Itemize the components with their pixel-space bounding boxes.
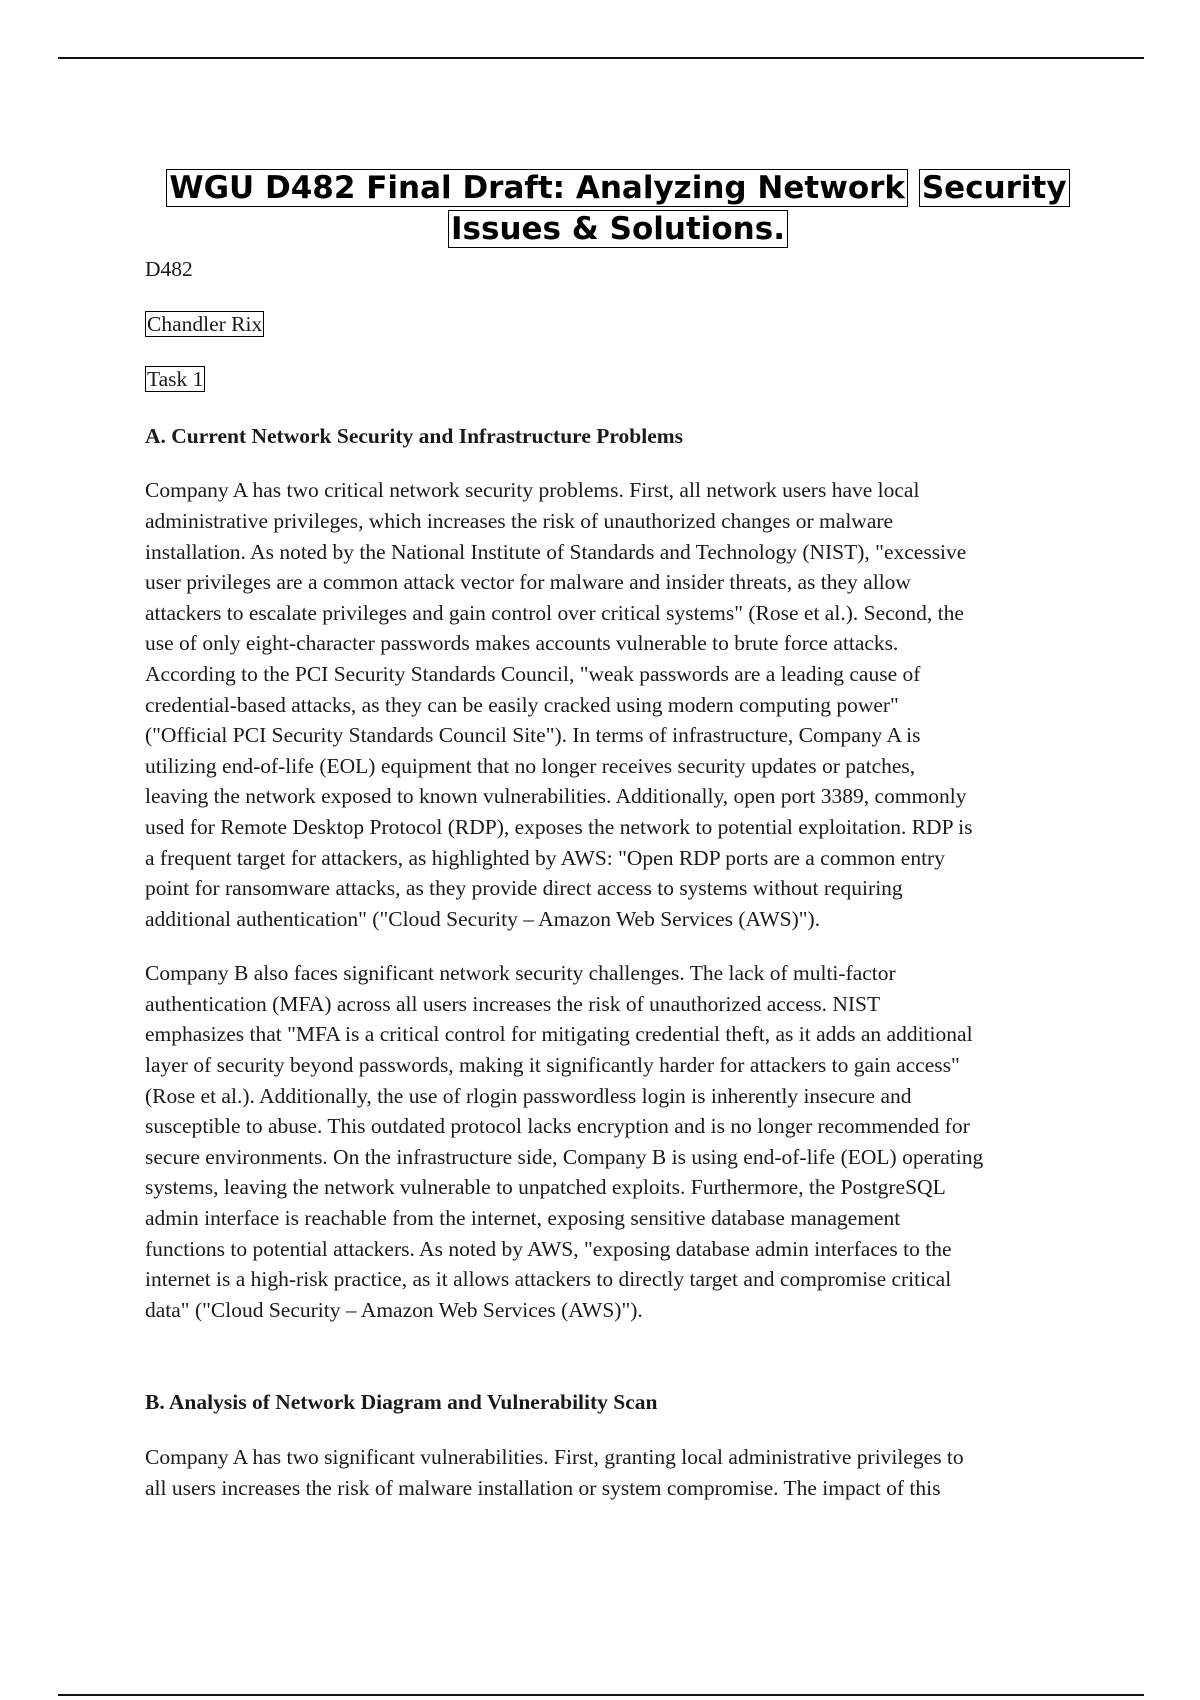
text-line: a frequent target for attackers, as highlighted by AWS: "Open RDP ports are a common entry xyxy=(145,845,945,870)
text-line: Company B also faces significant network security challenges. The lack of multi-factor xyxy=(145,961,896,986)
task-label: Task 1 xyxy=(147,367,204,392)
text-line: additional authentication" ("Cloud Security – Amazon Web Services (AWS)"). xyxy=(145,906,821,931)
text-line: systems, leaving the network vulnerable to unpatched exploits. Furthermore, the PostgreSQL xyxy=(145,1175,946,1200)
title-line1-part1: WGU D482 Final Draft: Analyzing Network xyxy=(166,169,908,207)
section-b-heading: B. Analysis of Network Diagram and Vulnerability Scan xyxy=(145,1390,658,1415)
text-line: functions to potential attackers. As noted by AWS, "exposing database admin interfaces to the xyxy=(145,1236,952,1261)
page-top-rule xyxy=(58,57,1144,59)
text-line: credential-based attacks, as they can be easily cracked using modern computing power" xyxy=(145,692,899,717)
section-a-heading: A. Current Network Security and Infrastructure Problems xyxy=(145,423,684,448)
text-line: (Rose et al.). Additionally, the use of rlogin passwordless login is inherently insecure and xyxy=(145,1083,912,1108)
text-line: authentication (MFA) across all users increases the risk of unauthorized access. NIST xyxy=(145,991,881,1016)
text-line: Company A has two critical network security problems. First, all network users have local xyxy=(145,478,920,503)
title-line1-part2: Security xyxy=(919,169,1070,207)
text-line: user privileges are a common attack vector for malware and insider threats, as they allow xyxy=(145,570,911,595)
document-body xyxy=(145,254,1097,1527)
text-line: use of only eight-character passwords makes accounts vulnerable to brute force attacks. xyxy=(145,631,899,656)
text-line: used for Remote Desktop Protocol (RDP), exposes the network to potential exploitation. RDP is xyxy=(145,814,973,839)
text-line: layer of security beyond passwords, making it significantly harder for attackers to gain access" xyxy=(145,1053,960,1078)
course-code: D482 xyxy=(145,257,193,281)
text-line: emphasizes that "MFA is a critical control for mitigating credential theft, as it adds an additional xyxy=(145,1022,973,1047)
text-line: attackers to escalate privileges and gain control over critical systems" (Rose et al.). Second, the xyxy=(145,600,964,625)
text-line: internet is a high-risk practice, as it allows attackers to directly target and compromise critical xyxy=(145,1267,952,1292)
text-line: installation. As noted by the National Institute of Standards and Technology (NIST), "excessive xyxy=(145,539,967,564)
text-line: point for ransomware attacks, as they provide direct access to systems without requiring xyxy=(145,876,903,901)
title-line2: Issues & Solutions. xyxy=(448,210,788,248)
text-line: leaving the network exposed to known vulnerabilities. Additionally, open port 3389, commonly xyxy=(145,784,967,809)
text-line: susceptible to abuse. This outdated protocol lacks encryption and is no longer recommended for xyxy=(145,1114,970,1139)
text-line: utilizing end-of-life (EOL) equipment that no longer receives security updates or patches, xyxy=(145,753,916,778)
document-title xyxy=(145,168,1091,250)
text-line: secure environments. On the infrastructure side, Company B is using end-of-life (EOL) operating xyxy=(145,1144,984,1169)
text-line: ("Official PCI Security Standards Council Site"). In terms of infrastructure, Company A is xyxy=(145,723,921,748)
section-a-paragraph-2 xyxy=(145,958,1097,1325)
text-line: all users increases the risk of malware installation or system compromise. The impact of this xyxy=(145,1475,941,1500)
section-a-paragraph-1 xyxy=(145,475,1097,934)
text-line: administrative privileges, which increases the risk of unauthorized changes or malware xyxy=(145,508,894,533)
page-bottom-rule xyxy=(58,1694,1144,1696)
text-line: admin interface is reachable from the internet, exposing sensitive database management xyxy=(145,1206,901,1231)
author-name: Chandler Rix xyxy=(147,311,263,336)
section-b-paragraph-1 xyxy=(145,1442,1097,1503)
text-line: According to the PCI Security Standards Council, "weak passwords are a leading cause of xyxy=(145,661,921,686)
text-line: data" ("Cloud Security – Amazon Web Services (AWS)"). xyxy=(145,1297,643,1322)
text-line: Company A has two significant vulnerabilities. First, granting local administrative privileges to xyxy=(145,1445,964,1469)
